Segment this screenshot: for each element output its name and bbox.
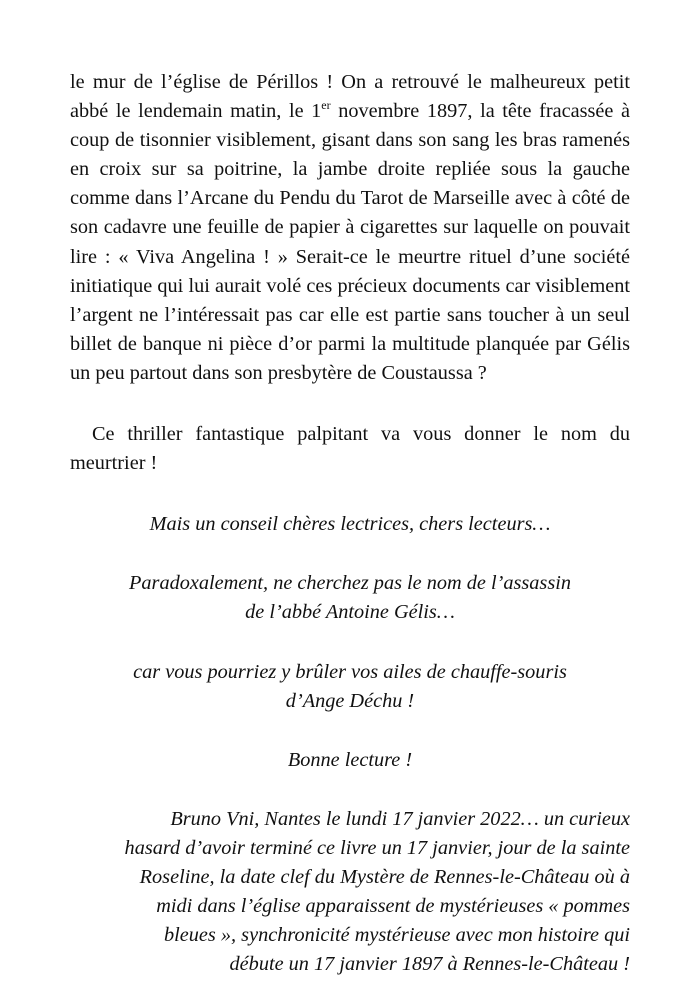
ordinal-superscript: er bbox=[321, 98, 331, 113]
wings-block bbox=[70, 658, 630, 716]
spacer bbox=[70, 628, 630, 658]
paradox-block bbox=[70, 569, 630, 627]
paragraph1-text-end: novembre 1897, la tête fracassée à coup de tisonnier visiblement, gisant dans son sang les bras ramenés en croix sur sa poitrine, la jambe droite repliée sous la gauche comme dans l’Arcane du Pendu du Tarot de Marseille avec à côté de son cadavre une feuille de papier à cigarettes sur laquelle on pouvait lire : « Viva Angelina ! » Serait-ce le meurtre rituel d’une société initiatique qui lui aurait volé ces précieux documents car visiblement l’argent ne l’intéressait pas car elle est partie sans toucher à un seul billet de banque ni pièce d’or parmi la multitude planquée par Gélis un peu partout dans son presbytère de Coustaussa ? bbox=[70, 100, 630, 384]
paragraph-murder-description bbox=[70, 68, 630, 388]
signature-line-3: Roseline, la date clef du Mystère de Rennes-le-Château où à bbox=[139, 865, 630, 888]
wings-line-2: d’Ange Déchu ! bbox=[285, 689, 415, 712]
signature-line-2: hasard d’avoir terminé ce livre un 17 janvier, jour de la sainte bbox=[124, 836, 630, 859]
signature-line-4: midi dans l’église apparaissent de mystérieuses « pommes bbox=[156, 895, 630, 918]
advice-line: Mais un conseil chères lectrices, chers lecteurs… bbox=[149, 513, 551, 536]
paradox-line-2: de l’abbé Antoine Gélis… bbox=[245, 601, 455, 624]
wings-line-1: car vous pourriez y brûler vos ailes de chauffe-souris bbox=[133, 660, 567, 683]
spacer bbox=[70, 539, 630, 569]
paradox-line-1: Paradoxalement, ne cherchez pas le nom de l’assassin bbox=[129, 572, 571, 595]
spacer bbox=[70, 775, 630, 805]
paragraph1-text-start: le mur de l’église de Périllos ! On a retrouvé le malheureux petit abbé le lendemain matin, le 1 bbox=[70, 71, 630, 123]
signature-line-5: bleues », synchronicité mystérieuse avec mon histoire qui bbox=[164, 924, 630, 947]
spacer bbox=[70, 478, 630, 510]
spacer bbox=[70, 388, 630, 420]
book-page bbox=[70, 68, 630, 979]
greeting-line: Bonne lecture ! bbox=[287, 748, 413, 771]
spacer bbox=[70, 716, 630, 746]
paragraph-thriller-intro: Ce thriller fantastique palpitant va vous donner le nom du meurtrier ! bbox=[70, 423, 630, 475]
signature-line-6: débute un 17 janvier 1897 à Rennes-le-Château ! bbox=[229, 953, 630, 976]
signature-line-1: Bruno Vni, Nantes le lundi 17 janvier 2022… un curieux bbox=[170, 807, 630, 830]
author-signature bbox=[70, 805, 630, 980]
